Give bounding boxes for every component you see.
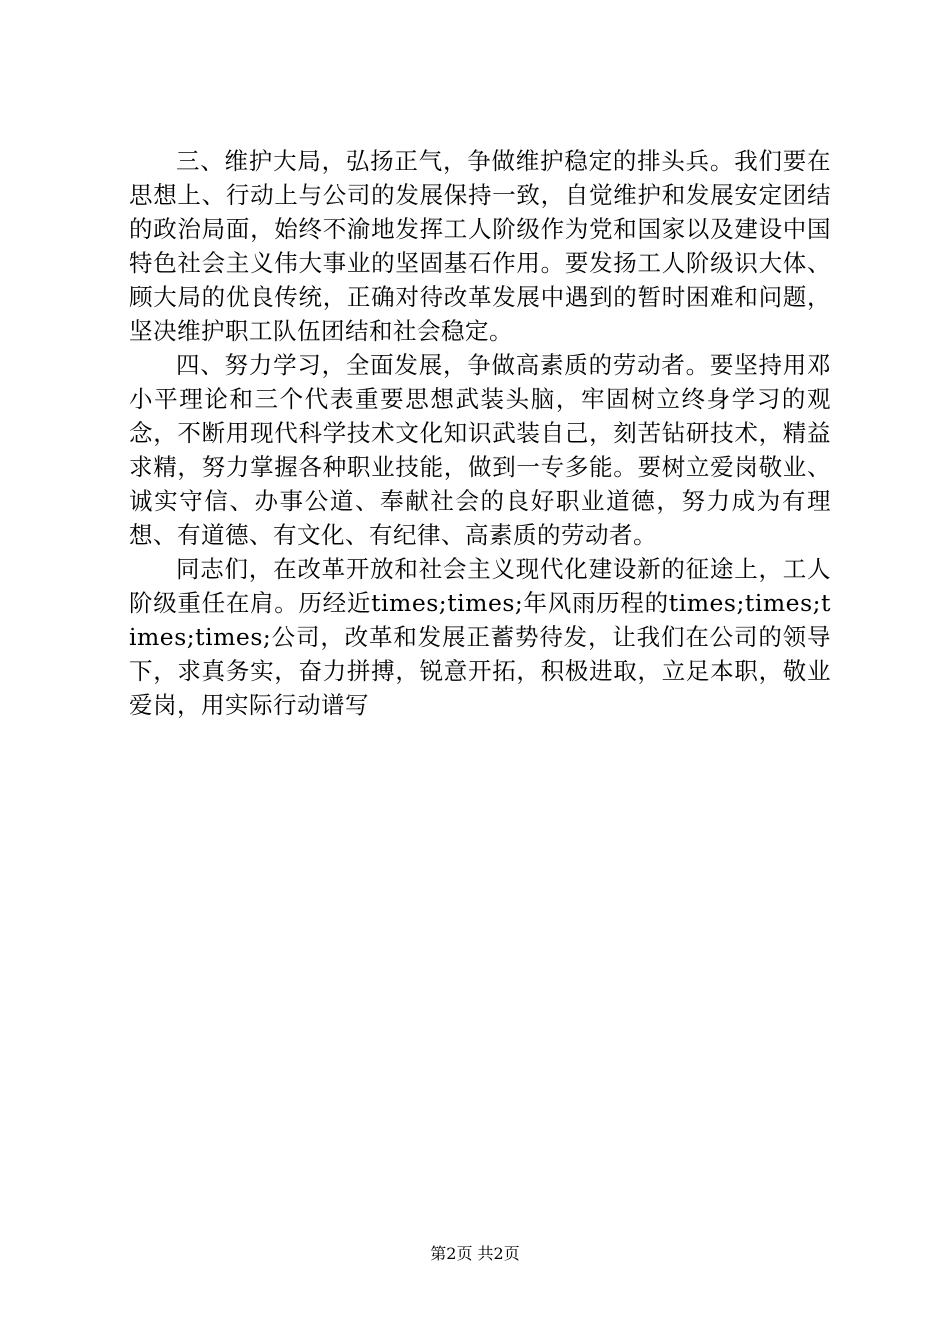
paragraph-study-hard: 四、努力学习，全面发展，争做高素质的劳动者。要坚持用邓小平理论和三个代表重要思想武装头脑，牢固树立终身学习的观念，不断用现代科学技术文化知识武装自己，刻苦钻研技术，精益求精，努力掌握各种职业技能，做到一专多能。要树立爱岗敬业、诚实守信、办事公道、奉献社会的良好职业道德，努力成为有理想、有道德、有文化、有纪律、高素质的劳动者。 bbox=[129, 351, 831, 549]
page-number-footer: 第2页 共2页 bbox=[430, 1244, 520, 1263]
paragraph-maintain-stability: 三、维护大局，弘扬正气，争做维护稳定的排头兵。我们要在思想上、行动上与公司的发展保持一致，自觉维护和发展安定团结的政治局面，始终不渝地发挥工人阶级作为党和国家以及建设中国特色社会主义伟大事业的坚固基石作用。要发扬工人阶级识大体、顾大局的优良传统，正确对待改革发展中遇到的暂时困难和问题，坚决维护职工队伍团结和社会稳定。 bbox=[129, 147, 831, 345]
document-body bbox=[129, 144, 831, 722]
paragraph-closing: 同志们，在改革开放和社会主义现代化建设新的征途上，工人阶级重任在肩。历经近times;times;年风雨历程的times;times;times;times;公司，改革和发展正蓄势待发，让我们在公司的领导下，求真务实，奋力拼搏，锐意开拓，积极进取，立足本职，敬业爱岗，用实际行动谱写 bbox=[129, 555, 831, 719]
